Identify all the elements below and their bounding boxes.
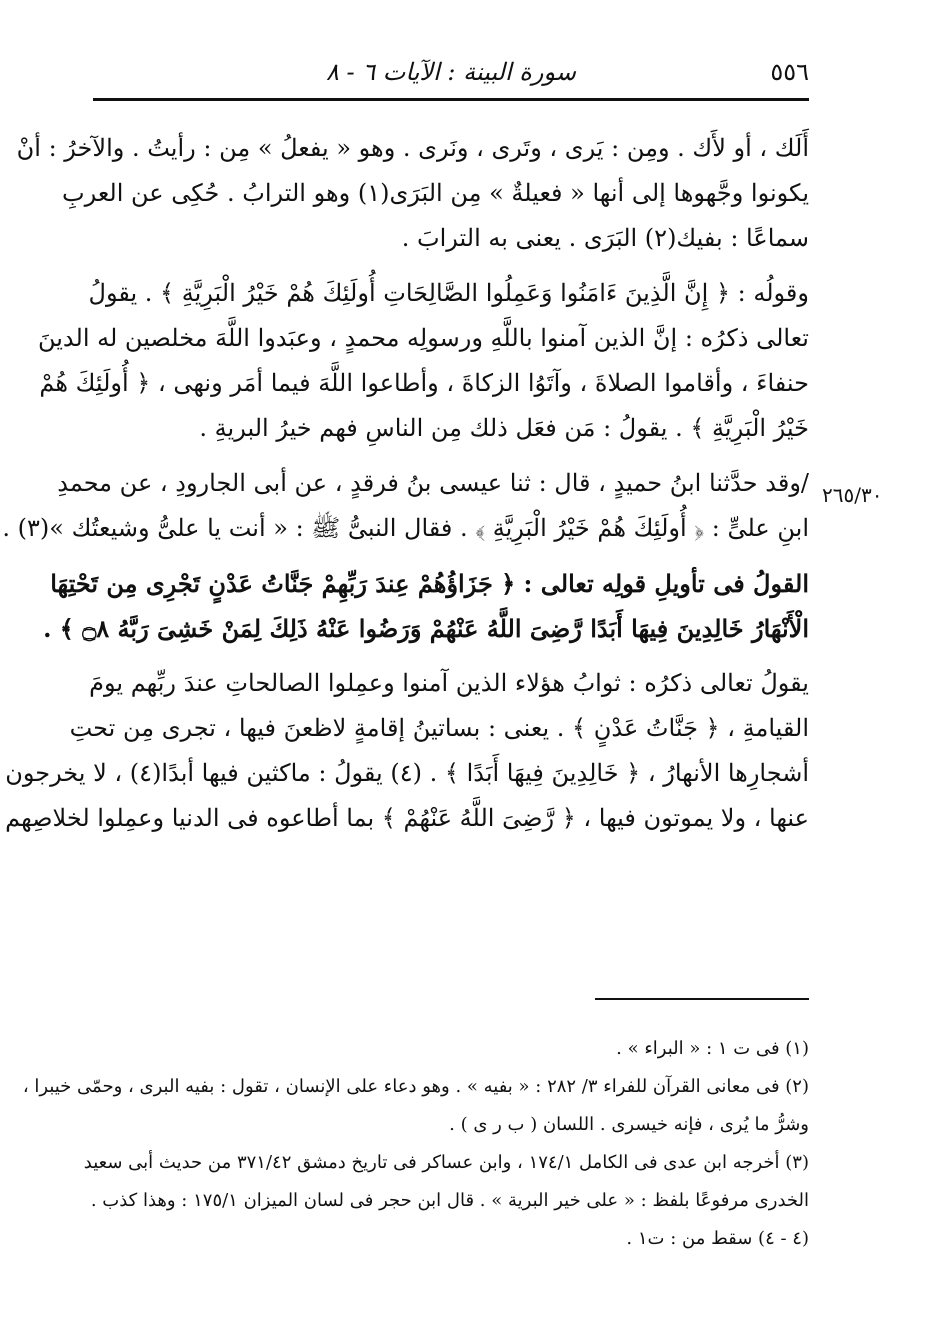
text-line: ابنِ علىٍّ : ﴿ أُولَئِكَ هُمْ خَيْرُ الْبَرِيَّةِ ﴾ . فقال النبىُّ ﷺ : « أنت يا علىُّ وشيعتُك »(٣) . [2,514,809,542]
text-line: سماعًا : بفيك(٢) البَرَى . يعنى به الترابَ . [401,224,809,252]
footnote: الخدرى مرفوعًا بلفظ : « على خير البرية » . قال ابن حجر فى لسان الميزان ١٧٥/١ : وهذا كذب . [90,1190,809,1211]
running-title: سورة البينة : الآيات ٦ - ٨ [326,58,576,86]
text-line: أشجارِها الأنهارُ ، ﴿ خَالِدِينَ فِيهَا أَبَدًا ﴾ . (٤) يقولُ : ماكثين فيها أبدًا(٤) ، لا يخرجون [5,759,809,787]
footnotes [22,1030,809,1258]
margin-reference: ٢٦٥/٣٠ [822,483,883,507]
paragraph [2,461,809,551]
text-line: وقولُه : ﴿ إِنَّ الَّذِينَ ءَامَنُوا وَعَمِلُوا الصَّالِحَاتِ أُولَئِكَ هُمْ خَيْرُ الْبَرِيَّةِ ﴾ . يقولُ [88,279,809,307]
footnote: (١) فى ت ١ : « البراء » . [616,1038,809,1059]
paragraph [16,126,809,261]
page-number: ٥٥٦ [770,58,809,86]
text-line: خَيْرُ الْبَرِيَّةِ ﴾ . يقولُ : مَن فعَل ذلك مِن الناسِ فهم خيرُ البريةِ . [199,414,809,442]
paragraph [37,271,809,451]
text-line: الْأَنْهَارُ خَالِدِينَ فِيهَا أَبَدًا رَّضِىَ اللَّهُ عَنْهُمْ وَرَضُوا عَنْهُ ذَلِكَ لِمَنْ خَشِىَ رَبَّهُ ۝٨ ﴾ . [43,614,809,643]
main-text [2,126,809,851]
text-line: تعالى ذكرُه : إنَّ الذين آمنوا باللَّهِ ورسولِه محمدٍ ، وعبَدوا اللَّهَ مخلصين له الدينَ [37,324,809,352]
text-line: القولُ فى تأويلِ قولِه تعالى : ﴿ جَزَاؤُهُمْ عِندَ رَبِّهِمْ جَنَّاتُ عَدْنٍ تَجْرِى مِن تَحْتِهَا [50,569,809,598]
text-line: /وقد حدَّثنا ابنُ حميدٍ ، قال : ثنا عيسى بنُ فرقدٍ ، عن أبى الجارودِ ، عن محمدِ [57,469,809,497]
text-line: حنفاءَ ، وأقاموا الصلاةَ ، وآتَوُا الزكاةَ ، وأطاعوا اللَّهَ فيما أمَر ونهى ، ﴿ أُولَئِكَ هُمْ [39,369,809,397]
page-header [93,52,809,94]
paragraph-heading [43,561,809,651]
text-line: يكونوا وجَّهوها إلى أنها « فعيلةٌ » مِن البَرَى(١) وهو الترابُ . حُكِى عن العربِ [62,179,809,207]
paragraph [5,661,809,841]
header-rule [93,98,809,101]
footnote: وشرُّ ما يُرى ، فإنه خيسرى . اللسان ( ب ر ى ) . [449,1114,809,1135]
text-line: أَلَك ، أو لأَك . ومِن : يَرى ، وتَرى ، ونَرى . وهو « يفعلُ » مِن : رأيتُ . والآخرُ : أنْ [16,134,809,162]
text-line: عنها ، ولا يموتون فيها ، ﴿ رَّضِىَ اللَّهُ عَنْهُمْ ﴾ بما أطاعوه فى الدنيا وعمِلوا لخلاصِهم [5,804,809,832]
text-line: القيامةِ ، ﴿ جَنَّاتُ عَدْنٍ ﴾ . يعنى : بساتينُ إقامةٍ لاظعنَ فيها ، تجرى مِن تحتِ [69,714,809,742]
footnote: (٣) أخرجه ابن عدى فى الكامل ١٧٤/١ ، وابن عساكر فى تاريخ دمشق ٣٧١/٤٢ من حديث أبى سعيد [83,1152,809,1173]
footnote: (٤ - ٤) سقط من : ت١ . [626,1228,809,1249]
footnote: (٢) فى معانى القرآن للفراء ٣/ ٢٨٢ : « بفيه » . وهو دعاء على الإنسان ، تقول : بفيه البرى ، وحمّى خيبرا ، [22,1076,809,1097]
footnote-rule [595,998,809,1000]
text-line: يقولُ تعالى ذكرُه : ثوابُ هؤلاء الذين آمنوا وعمِلوا الصالحاتِ عندَ ربِّهم يومَ [89,669,809,697]
